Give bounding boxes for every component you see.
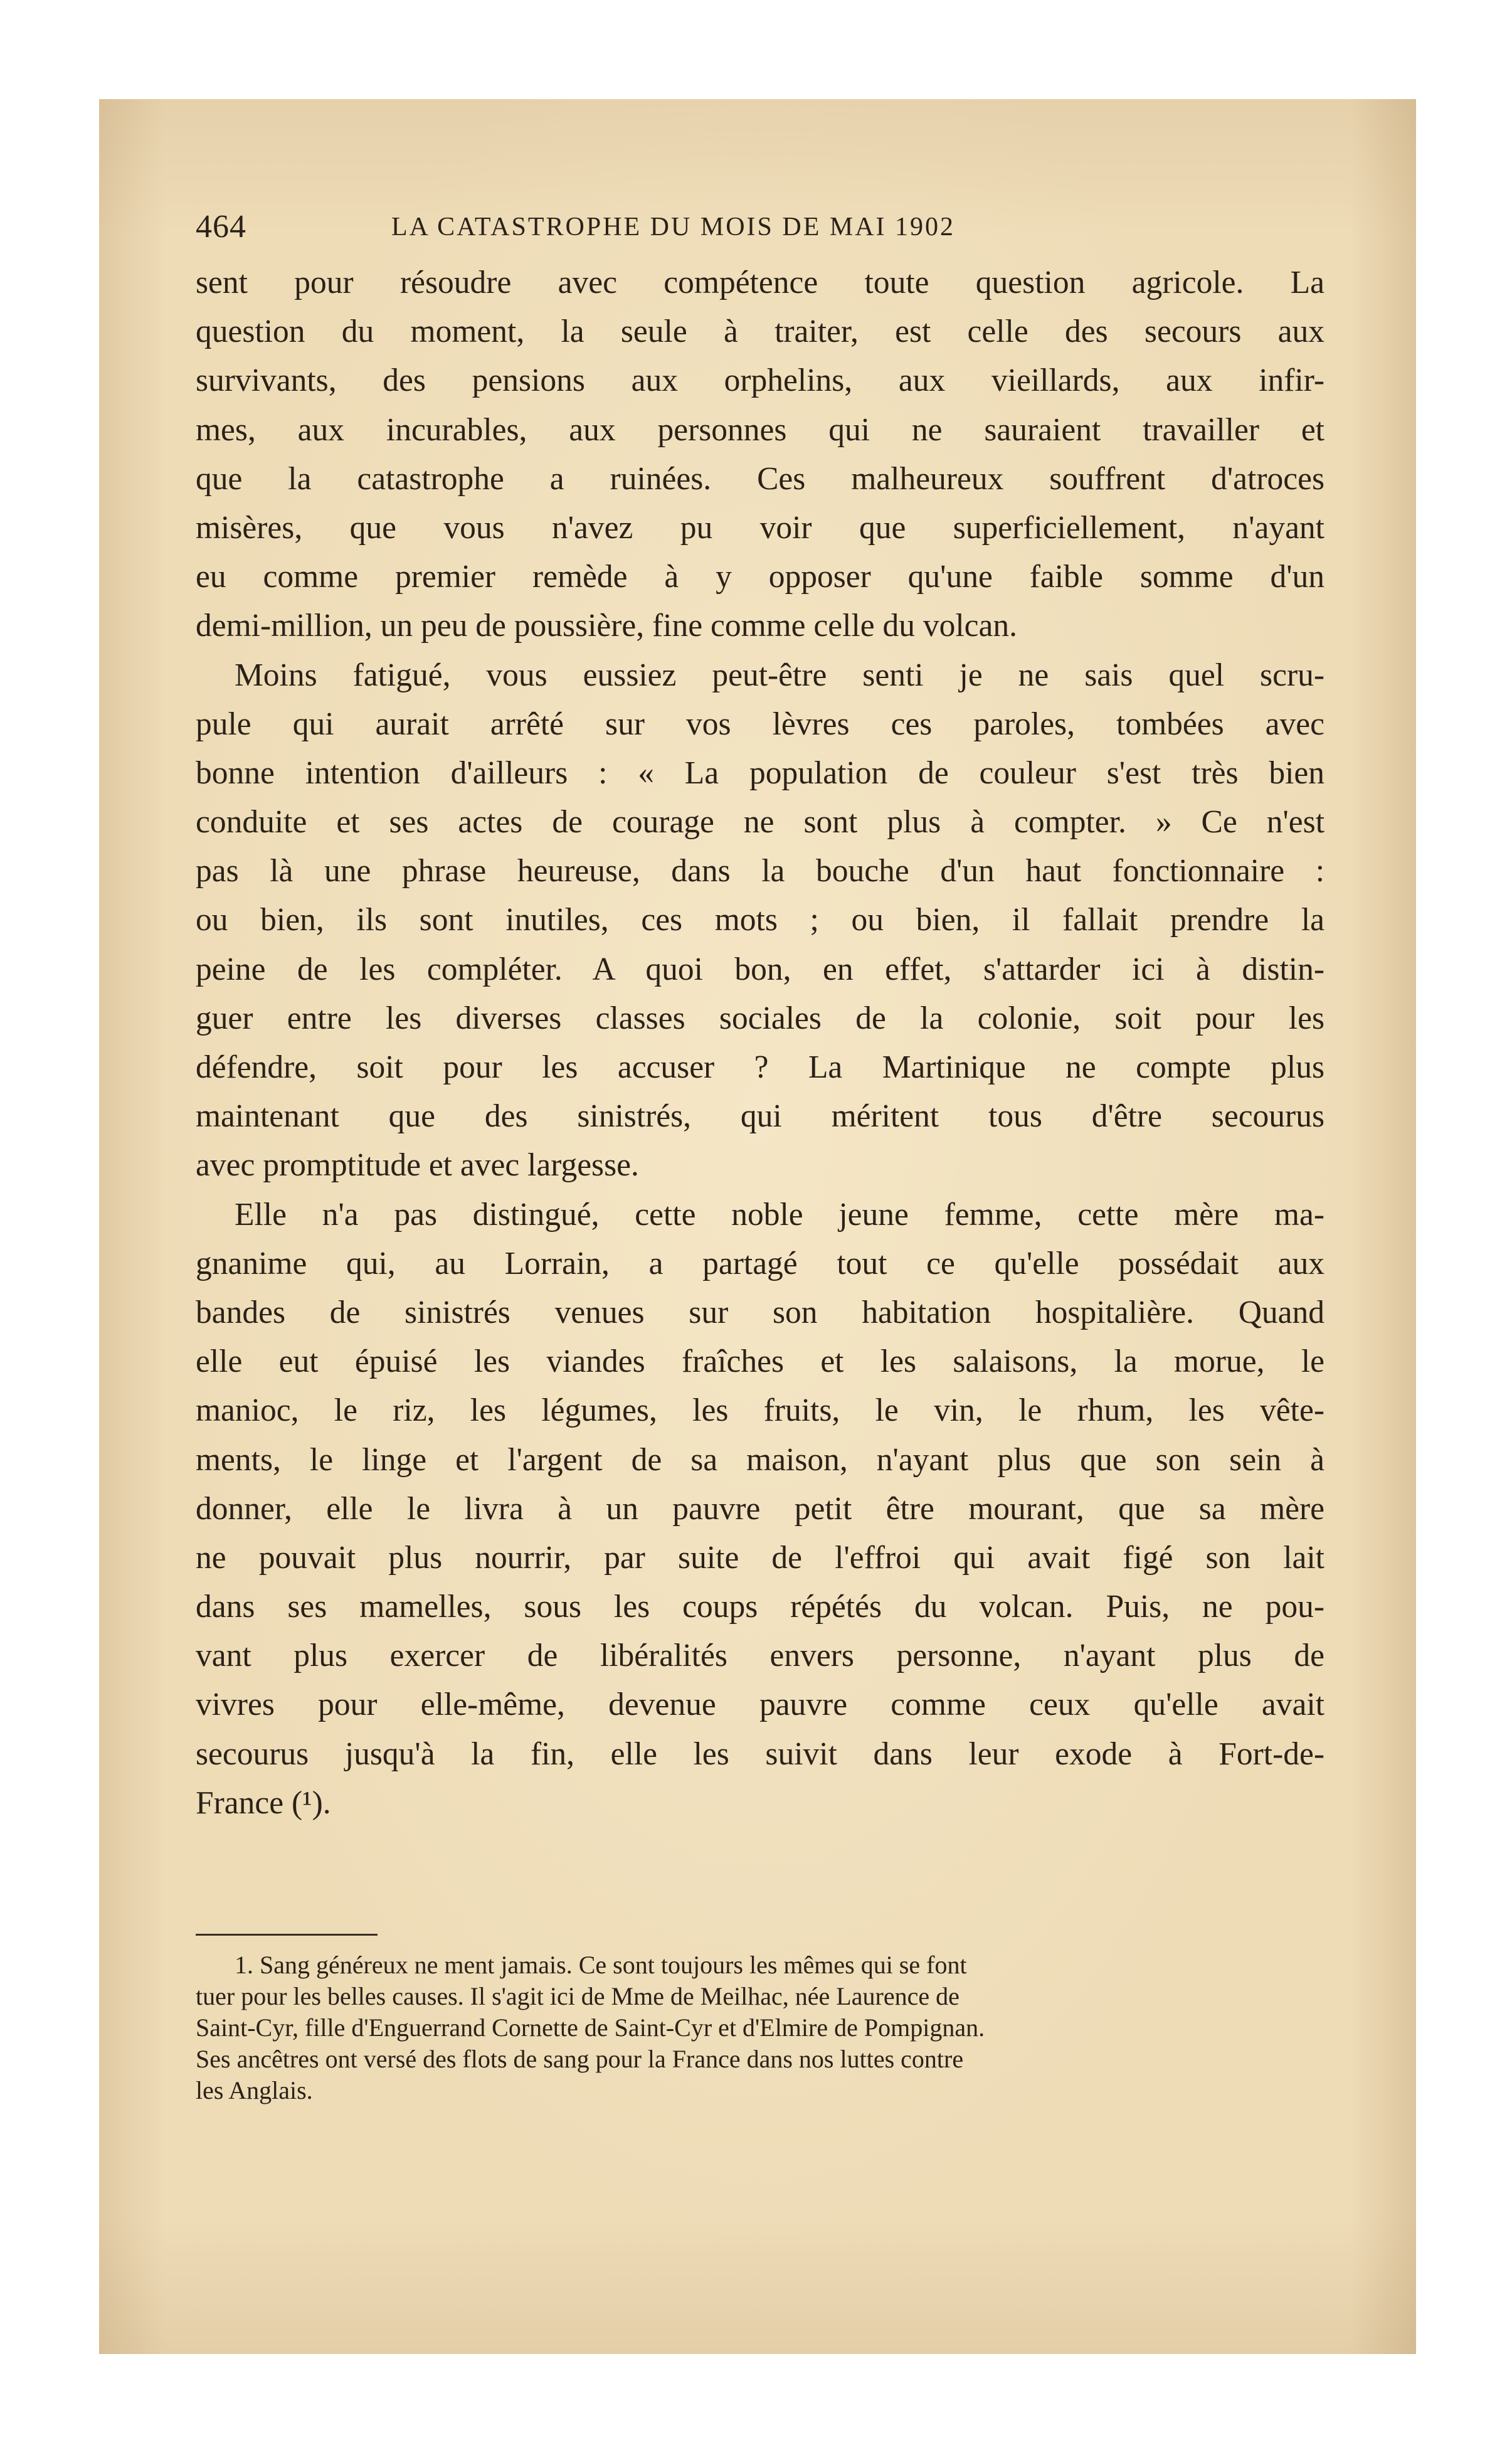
- text-line: Elle n'a pas distingué, cette noble jeune femme, cette mère ma-: [235, 1196, 1324, 1233]
- footnote-line: Saint-Cyr, fille d'Enguerrand Cornette de Saint-Cyr et d'Elmire de Pompignan.: [196, 2013, 985, 2042]
- text-line: vant plus exercer de libéralités envers personne, n'ayant plus de: [196, 1638, 1324, 1674]
- text-line: peine de les compléter. A quoi bon, en effet, s'attarder ici à distin-: [196, 951, 1324, 987]
- text-line: misères, que vous n'avez pu voir que superficiellement, n'ayant: [196, 509, 1324, 546]
- text-line: conduite et ses actes de courage ne sont plus à compter. » Ce n'est: [196, 804, 1324, 841]
- text-line: manioc, le riz, les légumes, les fruits, le vin, le rhum, les vête-: [196, 1392, 1324, 1429]
- text-line: ou bien, ils sont inutiles, ces mots ; ou bien, il fallait prendre la: [196, 902, 1324, 938]
- text-line: donner, elle le livra à un pauvre petit être mourant, que sa mère: [196, 1490, 1324, 1527]
- text-line: ne pouvait plus nourrir, par suite de l'effroi qui avait figé son lait: [196, 1539, 1324, 1576]
- footnotes: [196, 1949, 1324, 2106]
- text-line: Moins fatigué, vous eussiez peut-être senti je ne sais quel scru-: [235, 657, 1324, 693]
- text-line: survivants, des pensions aux orphelins, aux vieillards, aux infir-: [196, 363, 1324, 399]
- text-line: France (¹).: [196, 1784, 331, 1821]
- body-text: [196, 258, 1324, 1828]
- text-line: secourus jusqu'à la fin, elle les suivit dans leur exode à Fort-de-: [196, 1736, 1324, 1772]
- text-line: que la catastrophe a ruinées. Ces malheureux souffrent d'atroces: [196, 460, 1324, 497]
- footnote-line: tuer pour les belles causes. Il s'agit ici de Mme de Meilhac, née Laurence de: [196, 1982, 960, 2010]
- text-line: question du moment, la seule à traiter, est celle des secours aux: [196, 314, 1324, 350]
- text-line: bandes de sinistrés venues sur son habitation hospitalière. Quand: [196, 1294, 1324, 1330]
- text-line: guer entre les diverses classes sociales de la colonie, soit pour les: [196, 1000, 1324, 1036]
- text-line: sent pour résoudre avec compétence toute question agricole. La: [196, 265, 1324, 300]
- text-line: défendre, soit pour les accuser ? La Martinique ne compte plus: [196, 1049, 1324, 1085]
- footnote-line: les Anglais.: [196, 2076, 313, 2104]
- text-line: bonne intention d'ailleurs : « La population de couleur s'est très bien: [196, 755, 1324, 791]
- footnote-line: 1. Sang généreux ne ment jamais. Ce sont toujours les mêmes qui se font: [235, 1951, 967, 1979]
- text-line: ments, le linge et l'argent de sa maison, n'ayant plus que son sein à: [196, 1441, 1324, 1478]
- text-line: demi-million, un peu de poussière, fine comme celle du volcan.: [196, 608, 1018, 644]
- footnote-line: Ses ancêtres ont versé des flots de sang pour la France dans nos luttes contre: [196, 2045, 964, 2073]
- paragraph-1: [196, 258, 1324, 651]
- text-line: pule qui aurait arrêté sur vos lèvres ces paroles, tombées avec: [196, 706, 1324, 742]
- paragraph-3: [196, 1191, 1324, 1828]
- footnote-separator: [196, 1934, 378, 1936]
- text-line: maintenant que des sinistrés, qui méritent tous d'être secourus: [196, 1098, 1324, 1135]
- paragraph-2: [196, 651, 1324, 1191]
- text-line: elle eut épuisé les viandes fraîches et les salaisons, la morue, le: [196, 1344, 1324, 1380]
- text-line: pas là une phrase heureuse, dans la bouche d'un haut fonctionnaire :: [196, 853, 1324, 889]
- text-line: eu comme premier remède à y opposer qu'une faible somme d'un: [196, 559, 1324, 595]
- text-line: gnanime qui, au Lorrain, a partagé tout ce qu'elle possédait aux: [196, 1245, 1324, 1281]
- text-line: mes, aux incurables, aux personnes qui ne sauraient travailler et: [196, 411, 1324, 448]
- page-number: 464: [196, 209, 246, 245]
- text-line: vivres pour elle-même, devenue pauvre comme ceux qu'elle avait: [196, 1687, 1324, 1723]
- text-line: avec promptitude et avec largesse.: [196, 1147, 639, 1184]
- text-line: dans ses mamelles, sous les coups répétés du volcan. Puis, ne pou-: [196, 1589, 1324, 1625]
- running-title: LA CATASTROPHE DU MOIS DE MAI 1902: [391, 213, 956, 241]
- running-header: [196, 202, 1136, 252]
